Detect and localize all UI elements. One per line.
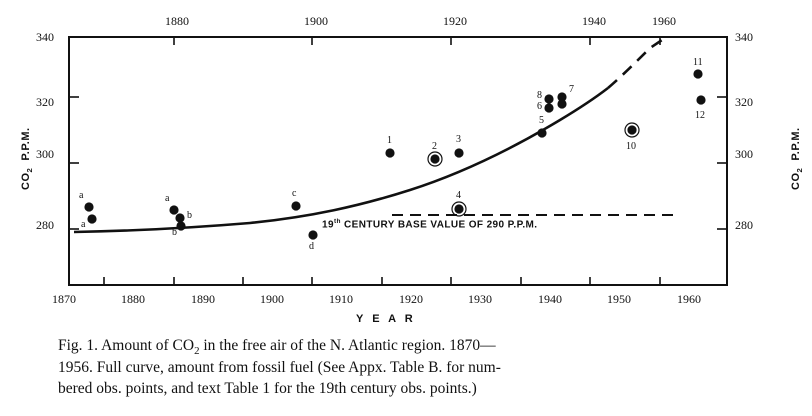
point-label-a1: a [79,190,84,201]
data-point-3 [454,148,463,157]
data-point-d [308,230,317,239]
point-label-12: 12 [695,110,705,121]
point-label-1: 1 [387,135,392,146]
xtick-bottom-1930: 1930 [468,292,492,306]
data-point-4 [454,204,463,213]
data-point-b2 [176,221,185,230]
ytick-left-320: 320 [36,95,54,109]
y-axis-title-right-text: $CO_2$ P.P.M. [790,127,805,190]
data-point-9 [557,99,566,108]
xtick-bottom-1900: 1900 [260,292,284,306]
xtick-top-1920: 1920 [443,14,467,28]
ytick-left-340: 340 [36,30,54,44]
point-label-3: 3 [456,134,461,145]
data-point-1 [385,148,394,157]
caption-line-1: Fig. 1. Amount of $CO_2$ in the free air of the N. Atlantic region. 1870— [58,337,496,358]
data-point-12 [696,95,705,104]
point-label-5: 5 [539,115,544,126]
data-point-8 [544,94,553,103]
fossil-fuel-curve-extension [608,40,662,88]
data-point-11 [693,69,702,78]
point-label-8: 8 [537,90,542,101]
plot-area [68,36,728,286]
ytick-left-300: 300 [36,147,54,161]
data-point-a2 [87,214,96,223]
xtick-bottom-1950: 1950 [607,292,631,306]
xtick-top-1900: 1900 [304,14,328,28]
right-ticks [717,97,726,229]
xtick-bottom-1920: 1920 [399,292,423,306]
xtick-bottom-1890: 1890 [191,292,215,306]
data-point-5 [537,128,546,137]
xtick-top-1880: 1880 [165,14,189,28]
y-axis-title-left-text: $CO_2$ P.P.M. [20,127,35,190]
xtick-bottom-1960: 1960 [677,292,701,306]
data-point-6 [544,103,553,112]
data-point-c [291,201,300,210]
point-label-10: 10 [626,141,636,152]
caption-line-2: 1956. Full curve, amount from fossil fuel (See Appx. Table B. for num- [58,359,501,377]
point-label-b1: b [187,210,192,221]
data-point-a1 [84,202,93,211]
xtick-bottom-1910: 1910 [329,292,353,306]
point-label-2: 2 [432,141,437,152]
figure-caption [58,336,758,399]
baseline-annotation: 19th CENTURY BASE VALUE OF 290 P.P.M. [322,218,538,231]
y-axis-title-left [20,127,34,190]
ytick-right-300: 300 [735,147,753,161]
ytick-right-340: 340 [735,30,753,44]
point-label-6: 6 [537,101,542,112]
point-label-7: 7 [569,84,574,95]
xtick-top-1960: 1960 [652,14,676,28]
plot-svg [70,38,726,284]
point-label-d: d [309,241,314,252]
top-ticks [174,38,660,45]
ytick-left-280: 280 [36,218,54,232]
point-label-b2: b [172,227,177,238]
xtick-top-1940: 1940 [582,14,606,28]
data-point-2 [430,154,439,163]
x-axis-title: Y E A R [356,313,416,325]
caption-line-3: bered obs. points, and text Table 1 for the 19th century obs. points.) [58,379,477,397]
point-label-a2: a [81,219,86,230]
bottom-ticks [104,277,660,284]
point-label-4: 4 [456,190,461,201]
point-label-a3: a [165,193,170,204]
ytick-right-280: 280 [735,218,753,232]
xtick-bottom-1940: 1940 [538,292,562,306]
xtick-bottom-1880: 1880 [121,292,145,306]
fossil-fuel-curve [74,88,608,232]
point-label-11: 11 [693,57,703,68]
point-label-c: c [292,188,297,199]
y-axis-title-right [790,127,804,190]
ytick-right-320: 320 [735,95,753,109]
xtick-bottom-1870: 1870 [52,292,76,306]
left-ticks [70,97,79,229]
data-point-b1 [175,213,184,222]
data-point-10 [627,125,636,134]
data-point-a3 [169,205,178,214]
